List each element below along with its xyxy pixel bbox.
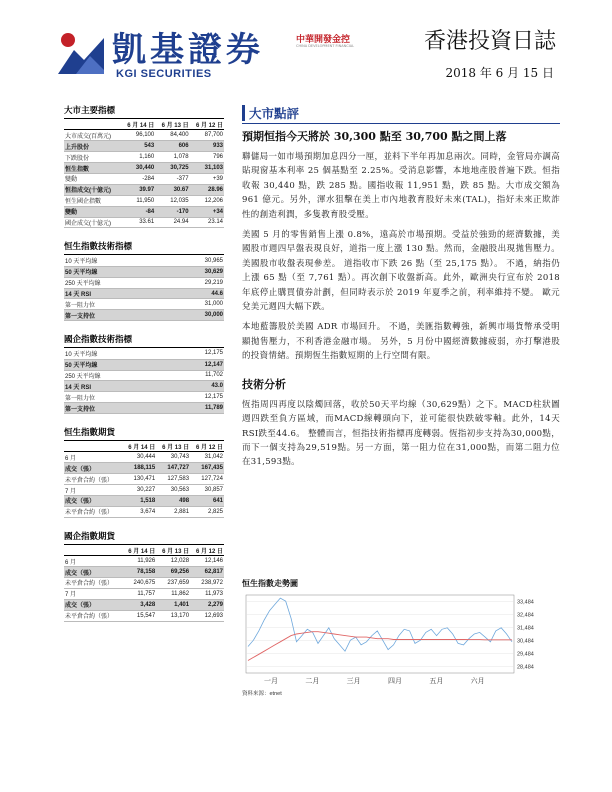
tech-analysis-paragraph: 恆指周四再度以陰燭回落，收於50天平均線（30,629點）之下。MACD柱狀圖週四跌至負方區域，而MACD線轉頭向下，並可能很快跌破零軸。此外，14天RSI跌至44.6。 整體而言，恒指技術指標再度轉弱。恆指初步支持為30,000點，而下一個支持為29,519點。另一方面，第一阻力位在31,000點，而第二阻力位在31,593點。 bbox=[242, 399, 560, 468]
y-tick-label: 33,484 bbox=[517, 599, 534, 606]
row-value: 31,103 bbox=[190, 163, 224, 174]
row-value: 641 bbox=[190, 496, 224, 507]
company-name-en: KGI SECURITIES bbox=[116, 68, 212, 80]
row-value: 31,000 bbox=[168, 299, 224, 310]
row-label: 第一支持位 bbox=[64, 310, 168, 321]
commentary-paragraph-2: 美國 5 月的零售銷售上漲 0.8%，遠高於市場預期。受益於強勁的經濟數據，美國股市週四早盤表現良好，道指一度上漲 130 點。然而，金融股出現拋售壓力。 美國股市收盤表現參差。 道指收市下跌 26 點（至 25,175 點）。 不過，納指仍上漲 65 點（至 7,761 點）。再次創下收盤新高。此外，歐洲央行宣布於 2018 年底停止購買債券計劃，但同時表示於 2019 年夏季之前，利率維持不變。 歐元兌美元週四大幅下跌。 bbox=[242, 230, 560, 313]
left-column bbox=[64, 104, 224, 622]
hsi-tech-title: 恒生指數技術指標 bbox=[64, 240, 224, 255]
table-row bbox=[64, 588, 224, 599]
table-header-cell bbox=[64, 545, 122, 556]
commentary-paragraph-1: 聯儲局一如市場預期加息四分一厘，並料下半年再加息兩次。同時，金管局亦調高貼現窗基本利率 25 個基點至 2.25%。受消息影響，本地地產股普遍下跌。恒指收報 30,440 點，跌 285 點。國指收報 11,951 點，跌 85 點。大市成交額為 961 億元。另外，渾水狙擊在美上市內地教育股好未來(TAL)，指好未來正欺詐性的創造利潤，多隻教育股受壓。 bbox=[242, 152, 560, 220]
y-tick-label: 30,484 bbox=[517, 638, 534, 645]
table-row bbox=[64, 359, 224, 370]
row-label: 第一阻力位 bbox=[64, 392, 168, 403]
row-label: 成交（張） bbox=[64, 567, 122, 578]
row-value: -170 bbox=[155, 206, 189, 217]
table-header-row bbox=[64, 119, 224, 130]
row-label: 未平倉合約（張） bbox=[64, 610, 122, 621]
row-value: 2,279 bbox=[190, 599, 224, 610]
hsi-tech-table bbox=[64, 255, 224, 321]
row-value: 30,444 bbox=[122, 452, 156, 463]
row-value: 30,857 bbox=[190, 485, 224, 496]
row-label: 變動 bbox=[64, 206, 121, 217]
table-row bbox=[64, 288, 224, 299]
row-value: 2,825 bbox=[190, 506, 224, 517]
table-row bbox=[64, 152, 224, 163]
row-value: 30.67 bbox=[155, 184, 189, 195]
row-value: 188,115 bbox=[122, 463, 156, 474]
tech-analysis-title: 技術分析 bbox=[242, 377, 286, 391]
commentary-headline: 預期恒指今天將於 30,300 點至 30,700 點之間上落 bbox=[242, 130, 507, 143]
hsi-futures-table bbox=[64, 441, 224, 518]
table-row bbox=[64, 266, 224, 277]
row-value: 606 bbox=[155, 141, 189, 152]
partner-subtitle: CHINA DEVELOPMENT FINANCIAL bbox=[296, 44, 355, 48]
table-header-cell: 6 月 14 日 bbox=[122, 441, 156, 452]
row-value: 2,881 bbox=[156, 506, 190, 517]
report-date: 2018 年 6 月 15 日 bbox=[445, 66, 554, 80]
table-row bbox=[64, 348, 224, 359]
row-label: 未平倉合約（張） bbox=[64, 578, 122, 589]
row-value: 31,042 bbox=[190, 452, 224, 463]
chart-title: 恒生指數走勢圖 bbox=[242, 579, 298, 588]
row-value: 13,170 bbox=[156, 610, 190, 621]
hscei-futures-table bbox=[64, 545, 224, 622]
row-value: 30,000 bbox=[168, 310, 224, 321]
row-value: 12,206 bbox=[190, 195, 224, 206]
table-header-row bbox=[64, 441, 224, 452]
row-value: 1,078 bbox=[155, 152, 189, 163]
row-label: 7 月 bbox=[64, 588, 122, 599]
table-row bbox=[64, 474, 224, 485]
table-row bbox=[64, 463, 224, 474]
x-tick-label: 二月 bbox=[305, 677, 320, 685]
y-tick-label: 28,484 bbox=[517, 664, 534, 671]
row-label: 250 天平均線 bbox=[64, 370, 168, 381]
row-label: 上升股份 bbox=[64, 141, 121, 152]
row-value: -284 bbox=[121, 173, 155, 184]
row-value: 62,817 bbox=[190, 567, 224, 578]
row-value: 130,471 bbox=[122, 474, 156, 485]
row-value: -84 bbox=[121, 206, 155, 217]
row-value: 796 bbox=[190, 152, 224, 163]
table-row bbox=[64, 556, 224, 567]
table-row bbox=[64, 217, 224, 228]
row-value: 30,629 bbox=[168, 266, 224, 277]
right-column bbox=[242, 104, 560, 470]
row-label: 14 天 RSI bbox=[64, 288, 168, 299]
table-row bbox=[64, 370, 224, 381]
row-label: 6 月 bbox=[64, 452, 122, 463]
row-value: 11,926 bbox=[122, 556, 156, 567]
table-row bbox=[64, 141, 224, 152]
table-row bbox=[64, 485, 224, 496]
y-tick-label: 31,484 bbox=[517, 625, 534, 632]
table-row bbox=[64, 206, 224, 217]
row-label: 國企成交(十億元) bbox=[64, 217, 121, 228]
row-label: 大市成交(百萬元) bbox=[64, 130, 121, 141]
table-header-cell: 6 月 14 日 bbox=[121, 119, 155, 130]
row-value: 43.0 bbox=[168, 381, 224, 392]
table-row bbox=[64, 567, 224, 578]
row-label: 成交（張） bbox=[64, 599, 122, 610]
table-row bbox=[64, 506, 224, 517]
x-tick-label: 五月 bbox=[429, 677, 444, 685]
row-value: 12,146 bbox=[190, 556, 224, 567]
row-label: 成交（張） bbox=[64, 463, 122, 474]
row-value: 12,035 bbox=[155, 195, 189, 206]
row-label: 恒生國企指數 bbox=[64, 195, 121, 206]
row-value: 11,702 bbox=[168, 370, 224, 381]
hsi-chart-svg bbox=[242, 589, 560, 687]
row-label: 7 月 bbox=[64, 485, 122, 496]
row-label: 恒指成交(十億元) bbox=[64, 184, 121, 195]
table-row bbox=[64, 452, 224, 463]
table-header-cell: 6 月 14 日 bbox=[122, 545, 156, 556]
row-value: 84,400 bbox=[155, 130, 189, 141]
row-value: 240,675 bbox=[122, 578, 156, 589]
row-value: 23.14 bbox=[190, 217, 224, 228]
row-label: 14 天 RSI bbox=[64, 381, 168, 392]
report-title: 香港投資日誌 bbox=[423, 29, 556, 54]
row-value: 12,693 bbox=[190, 610, 224, 621]
row-value: 30,743 bbox=[156, 452, 190, 463]
table-row bbox=[64, 599, 224, 610]
table-row bbox=[64, 392, 224, 403]
row-value: 24.94 bbox=[155, 217, 189, 228]
hscei-tech-table bbox=[64, 348, 224, 414]
x-tick-label: 六月 bbox=[470, 677, 485, 685]
row-value: 12,028 bbox=[156, 556, 190, 567]
row-value: +39 bbox=[190, 173, 224, 184]
row-label: 第一阻力位 bbox=[64, 299, 168, 310]
y-tick-label: 32,484 bbox=[517, 612, 534, 619]
row-value: 1,160 bbox=[121, 152, 155, 163]
table-row bbox=[64, 184, 224, 195]
row-label: 10 天平均線 bbox=[64, 255, 168, 266]
row-value: 11,862 bbox=[156, 588, 190, 599]
row-value: 11,789 bbox=[168, 403, 224, 414]
row-value: 933 bbox=[190, 141, 224, 152]
table-row bbox=[64, 381, 224, 392]
row-value: 30,440 bbox=[121, 163, 155, 174]
table-header-cell: 6 月 13 日 bbox=[156, 545, 190, 556]
row-value: 237,659 bbox=[156, 578, 190, 589]
row-value: 11,950 bbox=[121, 195, 155, 206]
table-row bbox=[64, 163, 224, 174]
row-value: 238,972 bbox=[190, 578, 224, 589]
row-value: 543 bbox=[121, 141, 155, 152]
row-value: 11,973 bbox=[190, 588, 224, 599]
row-label: 6 月 bbox=[64, 556, 122, 567]
row-value: 12,147 bbox=[168, 359, 224, 370]
hsi-chart bbox=[242, 578, 560, 686]
y-tick-label: 29,484 bbox=[517, 651, 534, 658]
table-row bbox=[64, 403, 224, 414]
row-value: 28.96 bbox=[190, 184, 224, 195]
row-label: 未平倉合約（張） bbox=[64, 474, 122, 485]
table-row bbox=[64, 610, 224, 621]
x-tick-label: 一月 bbox=[264, 677, 278, 685]
table-row bbox=[64, 578, 224, 589]
commentary-paragraph-3: 本地藍籌股於美國 ADR 市場回升。 不過，美匯指數轉強，新興市場貨幣承受明顯拋售壓力，不利香港金融市場。 另外，5 月份中國經濟數據疲弱，亦打擊港股的投資情緒。預期恆生指數短期的上行空間有限。 bbox=[242, 322, 560, 362]
table-row bbox=[64, 496, 224, 507]
row-label: 下跌股份 bbox=[64, 152, 121, 163]
table-header-cell bbox=[64, 119, 121, 130]
table-header-cell bbox=[64, 441, 122, 452]
company-name-cn: 凱基證券 bbox=[112, 30, 264, 70]
chart-source: 資料來源：etnet bbox=[242, 691, 282, 697]
row-value: 3,674 bbox=[122, 506, 156, 517]
hsi-futures-title: 恒生指數期貨 bbox=[64, 426, 224, 441]
row-label: 未平倉合約（張） bbox=[64, 506, 122, 517]
row-value: 30,563 bbox=[156, 485, 190, 496]
commentary-section-header bbox=[242, 104, 560, 122]
row-value: 78,158 bbox=[122, 567, 156, 578]
row-label: 成交（張） bbox=[64, 496, 122, 507]
table-row bbox=[64, 255, 224, 266]
row-value: 15,547 bbox=[122, 610, 156, 621]
row-value: 1,518 bbox=[122, 496, 156, 507]
x-tick-label: 四月 bbox=[388, 677, 402, 685]
row-value: 12,175 bbox=[168, 392, 224, 403]
table-row bbox=[64, 195, 224, 206]
row-value: 127,583 bbox=[156, 474, 190, 485]
row-label: 50 天平均線 bbox=[64, 266, 168, 277]
row-value: 39.97 bbox=[121, 184, 155, 195]
market-indicators-table bbox=[64, 119, 224, 228]
row-label: 第一支持位 bbox=[64, 403, 168, 414]
section-bar-icon bbox=[242, 105, 245, 121]
row-label: 恒生指數 bbox=[64, 163, 121, 174]
table-header-cell: 6 月 12 日 bbox=[190, 119, 224, 130]
row-value: 30,227 bbox=[122, 485, 156, 496]
table-row bbox=[64, 310, 224, 321]
row-value: 1,401 bbox=[156, 599, 190, 610]
row-value: 69,256 bbox=[156, 567, 190, 578]
x-tick-label: 三月 bbox=[346, 677, 361, 685]
row-value: 87,700 bbox=[190, 130, 224, 141]
kgi-logo-icon bbox=[54, 30, 106, 76]
row-value: +34 bbox=[190, 206, 224, 217]
table-header-row bbox=[64, 545, 224, 556]
row-value: 11,757 bbox=[122, 588, 156, 599]
table-header-cell: 6 月 13 日 bbox=[155, 119, 189, 130]
row-label: 變動 bbox=[64, 173, 121, 184]
row-value: 44.6 bbox=[168, 288, 224, 299]
row-value: 3,428 bbox=[122, 599, 156, 610]
row-value: 96,100 bbox=[121, 130, 155, 141]
table-row bbox=[64, 299, 224, 310]
row-value: 29,219 bbox=[168, 277, 224, 288]
table-row bbox=[64, 277, 224, 288]
row-value: 167,435 bbox=[190, 463, 224, 474]
row-value: 30,725 bbox=[155, 163, 189, 174]
table-row bbox=[64, 173, 224, 184]
row-label: 10 天平均線 bbox=[64, 348, 168, 359]
table-header-cell: 6 月 13 日 bbox=[156, 441, 190, 452]
partner-name: 中華開發金控 bbox=[296, 35, 351, 45]
row-value: 30,965 bbox=[168, 255, 224, 266]
row-value: 127,724 bbox=[190, 474, 224, 485]
hscei-tech-title: 國企指數技術指標 bbox=[64, 333, 224, 348]
row-value: 147,727 bbox=[156, 463, 190, 474]
hscei-futures-title: 國企指數期貨 bbox=[64, 530, 224, 545]
table-header-cell: 6 月 12 日 bbox=[190, 441, 224, 452]
row-value: 33.61 bbox=[121, 217, 155, 228]
table-header-cell: 6 月 12 日 bbox=[190, 545, 224, 556]
commentary-section-title: 大市點評 bbox=[249, 106, 300, 121]
row-value: -377 bbox=[155, 173, 189, 184]
row-label: 250 天平均線 bbox=[64, 277, 168, 288]
row-value: 12,175 bbox=[168, 348, 224, 359]
table-row bbox=[64, 130, 224, 141]
row-label: 50 天平均線 bbox=[64, 359, 168, 370]
market-table-title: 大市主要指標 bbox=[64, 104, 224, 119]
row-value: 498 bbox=[156, 496, 190, 507]
